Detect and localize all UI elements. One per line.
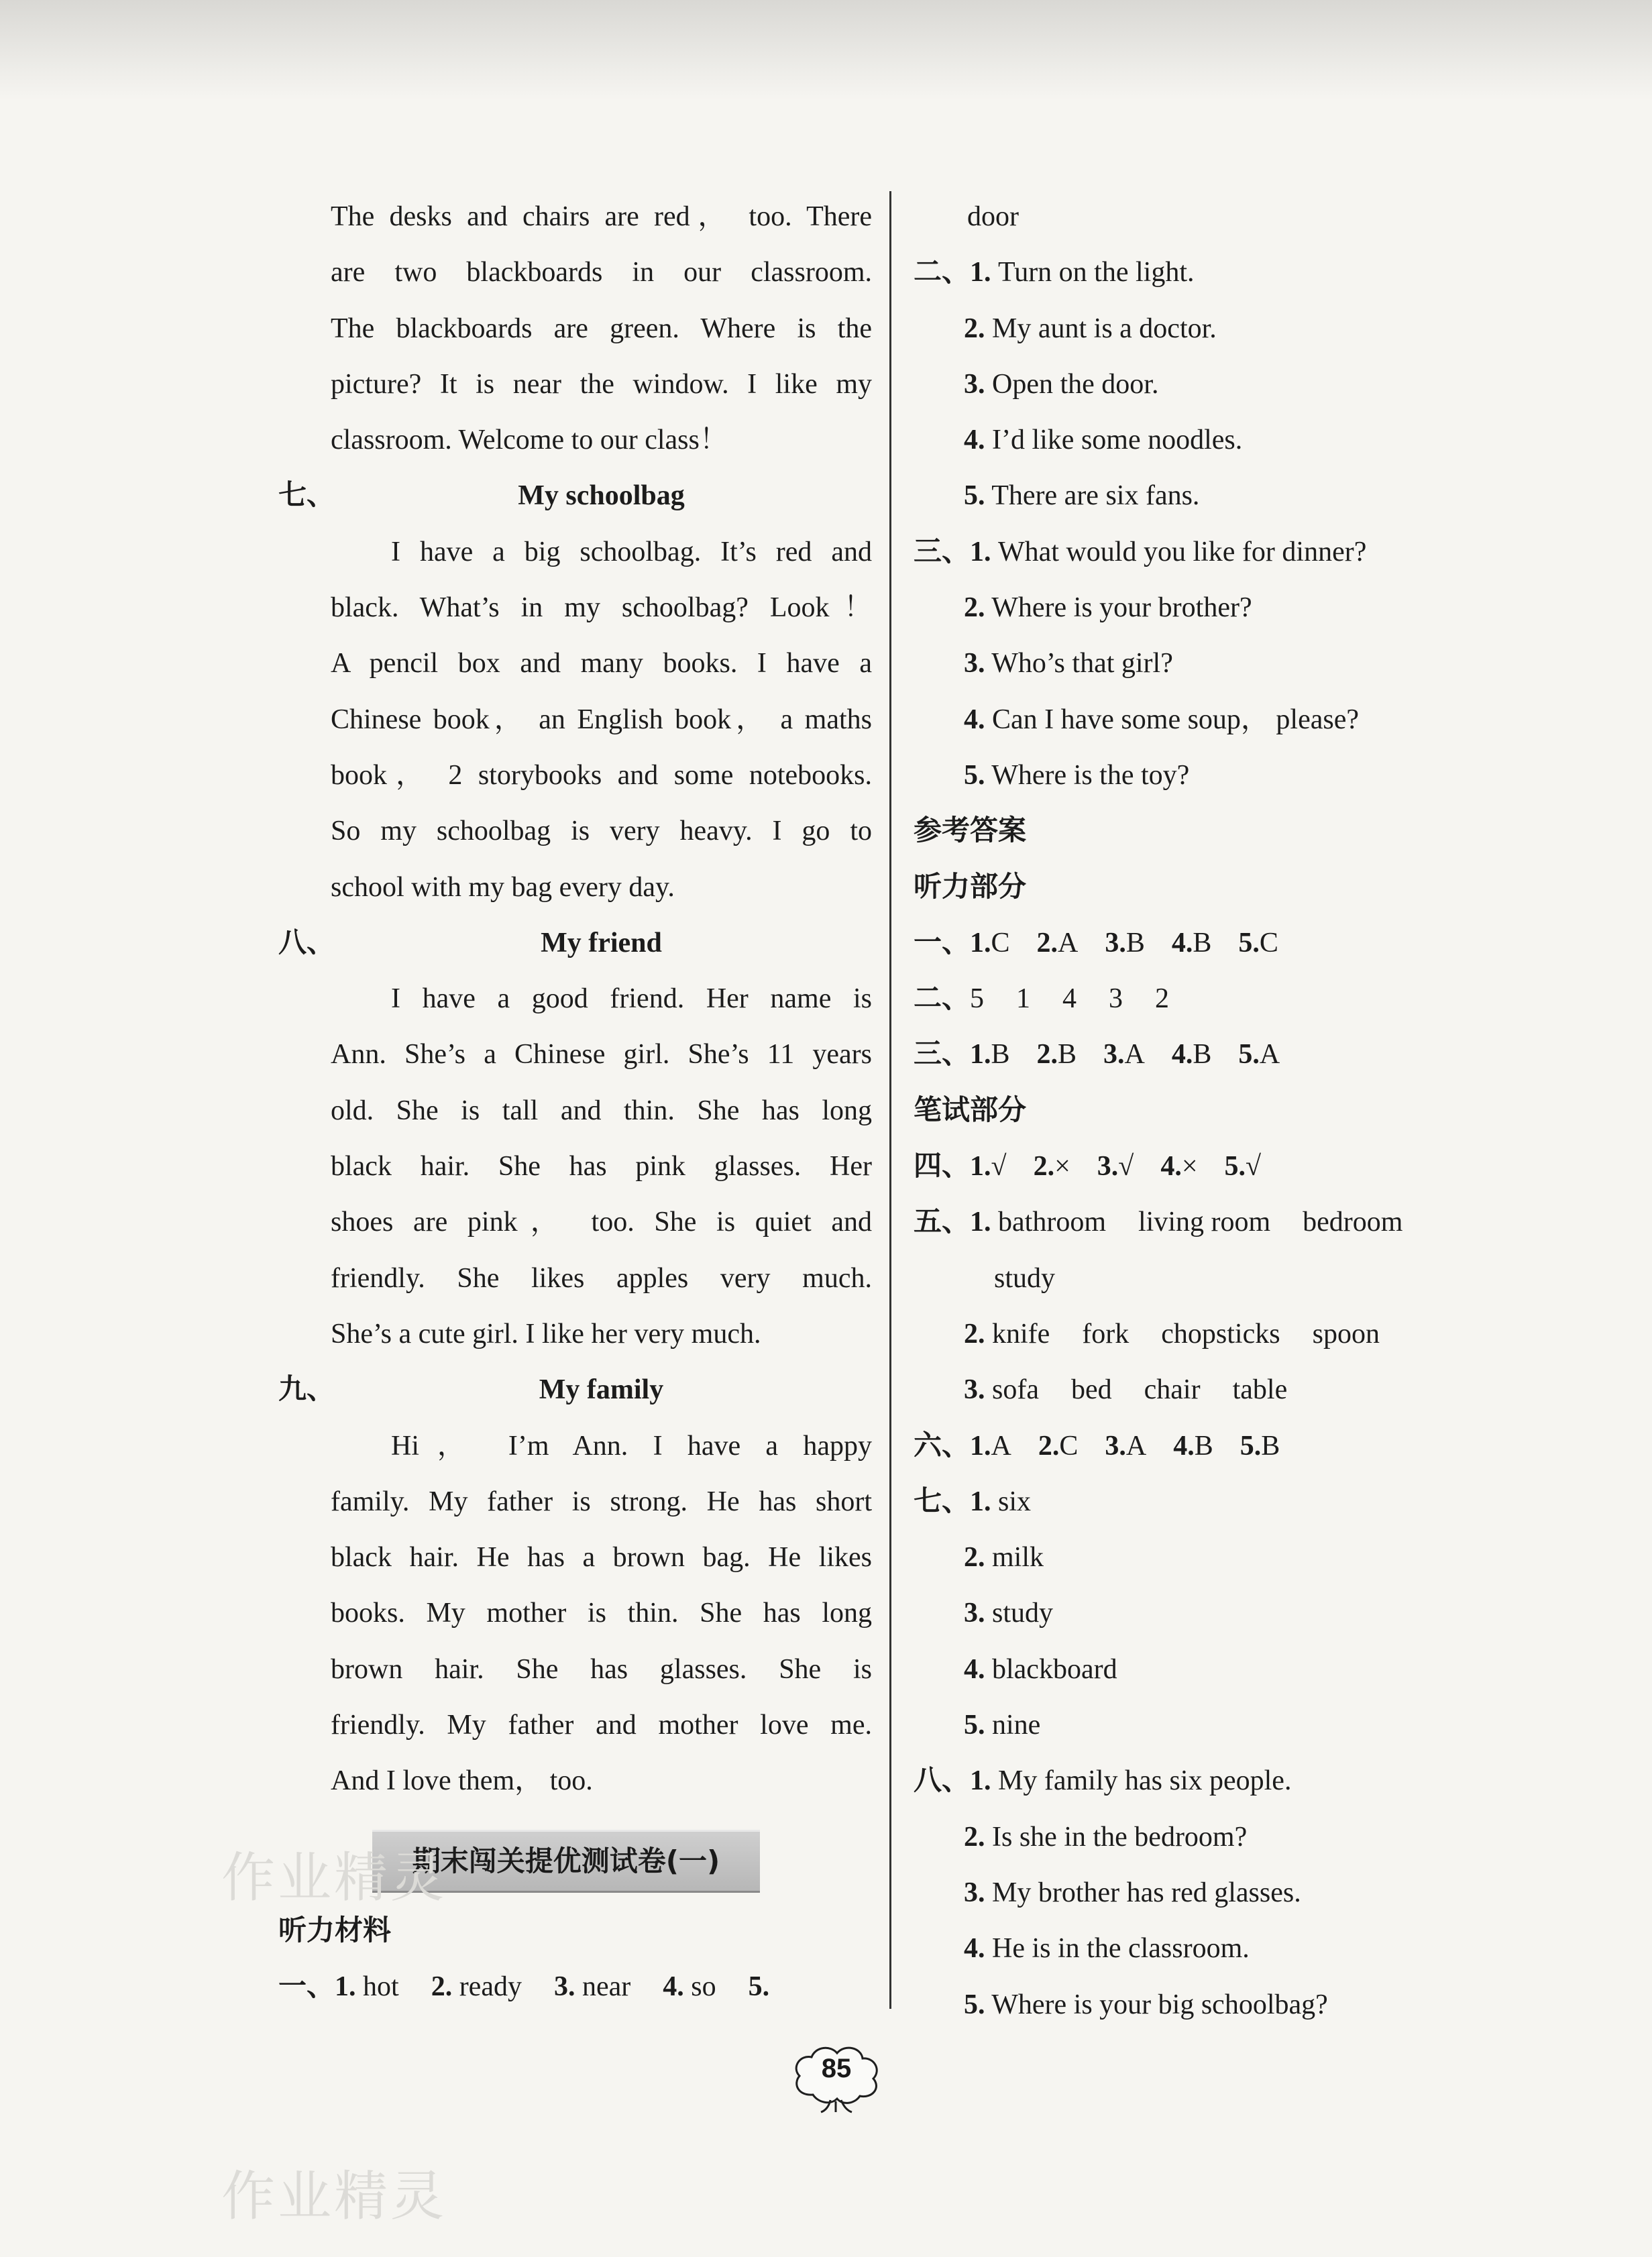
item-text: bed — [1070, 1374, 1112, 1406]
item-number: 1. — [970, 1430, 991, 1462]
item-text: 3 — [1109, 983, 1123, 1015]
item-text: B — [1058, 1039, 1077, 1070]
answer-row-4 — [914, 1139, 1504, 1195]
text-line: Ann. She’s a Chinese girl. She’s 11 years — [331, 1039, 872, 1070]
item-text: Turn on the light. — [998, 257, 1195, 288]
text-line: The desks and chairs are red， too. There — [331, 201, 872, 232]
item-text: fork — [1082, 1318, 1130, 1350]
item-text: bedroom — [1303, 1207, 1403, 1238]
text-line: school with my bag every day. — [331, 871, 675, 903]
right-column — [914, 189, 1504, 2033]
column-divider — [889, 191, 891, 2009]
item-number: 3. — [964, 1877, 985, 1908]
text-line: book， 2 storybooks and some notebooks. — [331, 759, 872, 791]
item-number: 2. — [431, 1971, 453, 2002]
section-7 — [278, 468, 872, 915]
item-number: 3. — [964, 368, 985, 400]
section-heading — [278, 468, 872, 524]
text-line: So my schoolbag is very heavy. I go to — [331, 816, 872, 847]
page-number: 85 — [821, 2054, 852, 2083]
item-text: C — [991, 927, 1010, 958]
item-text: My family has six people. — [998, 1765, 1292, 1797]
scan-shadow — [0, 0, 1652, 101]
item-number: 1. — [335, 1971, 356, 2002]
item-number: 1. — [970, 257, 991, 288]
item-text: chopsticks — [1161, 1318, 1280, 1350]
item-text: My aunt is a doctor. — [992, 313, 1217, 344]
answer-row-2 — [914, 971, 1504, 1027]
text-line: classroom. Welcome to our class！ — [331, 425, 728, 456]
question-prefix: 一、 — [278, 1971, 335, 2002]
question-prefix: 五、 — [914, 1207, 971, 1238]
item-number: 2. — [964, 1821, 985, 1853]
item-number: 5. — [964, 1989, 985, 2020]
question-prefix: 三、 — [914, 536, 971, 567]
question-prefix: 七、 — [914, 1486, 971, 1517]
item-number: 4. — [663, 1971, 684, 2002]
item-number: 4. — [1173, 1430, 1195, 1462]
answer-list-8 — [914, 1753, 1504, 2032]
item-text: knife — [992, 1318, 1050, 1350]
item-text: Where is your brother? — [991, 592, 1252, 624]
item-text: bathroom — [998, 1207, 1106, 1238]
item-text: sofa — [992, 1374, 1039, 1406]
text-line: are two blackboards in our classroom. — [331, 257, 872, 288]
item-text: B — [1193, 1039, 1212, 1070]
item-number: 5. — [964, 480, 985, 512]
text-line: black hair. He has a brown bag. He likes — [331, 1542, 872, 1574]
item-text: blackboard — [992, 1653, 1117, 1685]
section-title: My schoolbag — [518, 480, 685, 512]
listening-material-heading: 听力材料 — [278, 1915, 392, 1946]
text-line: Chinese book， an English book， a maths — [331, 704, 872, 735]
answer-row-1 — [914, 916, 1504, 971]
answer-row-5-1 — [914, 1195, 1504, 1250]
item-number: 5. — [964, 1710, 985, 1741]
item-number: 2. — [964, 313, 985, 344]
text-line: Hi， I’m Ann. I have a happy — [391, 1430, 872, 1462]
check-mark: √ — [991, 1151, 1007, 1182]
item-text: table — [1232, 1374, 1288, 1406]
item-text: Open the door. — [992, 368, 1159, 400]
section-title: My friend — [541, 927, 662, 958]
item-number: 1. — [970, 1039, 991, 1070]
item-number: 1. — [970, 1151, 991, 1182]
continued-word: door — [967, 201, 1019, 232]
watermark-bottom: 作业精灵 — [221, 2165, 447, 2227]
item-text: What would you like for dinner? — [998, 536, 1367, 567]
cross-mark: × — [1181, 1151, 1198, 1182]
item-number: 2. — [964, 1318, 985, 1350]
item-number: 5. — [748, 1971, 770, 2002]
item-text: milk — [992, 1542, 1044, 1574]
item-number: 3. — [964, 648, 985, 679]
item-number: 3. — [553, 1971, 575, 2002]
listening-question-1 — [278, 1959, 872, 2015]
item-number: 2. — [964, 592, 985, 624]
section-title: My family — [539, 1374, 664, 1406]
item-number: 2. — [1038, 1430, 1060, 1462]
text-line: She’s a cute girl. I like her very much. — [331, 1318, 761, 1350]
question-prefix: 三、 — [914, 1039, 971, 1070]
item-text: ready — [459, 1971, 522, 2002]
item-number: 3. — [1105, 1430, 1126, 1462]
listening-part-heading: 听力部分 — [914, 871, 1027, 903]
item-text: Where is the toy? — [991, 759, 1190, 791]
section-3-list — [914, 525, 1504, 804]
text-line: old. She is tall and thin. She has long — [331, 1095, 872, 1126]
item-text: spoon — [1312, 1318, 1380, 1350]
item-number: 2. — [1033, 1151, 1055, 1182]
item-text: living room — [1138, 1207, 1271, 1238]
text-line: brown hair. She has glasses. She is — [331, 1653, 872, 1685]
section-8 — [278, 916, 872, 1362]
written-part-heading: 笔试部分 — [914, 1095, 1027, 1126]
text-line: black. What’s in my schoolbag? Look！ — [331, 592, 872, 624]
item-number: 3. — [1097, 1151, 1119, 1182]
item-number: 4. — [1171, 1039, 1193, 1070]
answer-row-6 — [914, 1419, 1504, 1474]
item-text: B — [1125, 927, 1145, 958]
text-line: friendly. My father and mother love me. — [331, 1710, 872, 1741]
item-number: 5. — [964, 759, 985, 791]
answer-row-5-2 — [914, 1307, 1504, 1362]
check-mark: √ — [1246, 1151, 1262, 1182]
item-text: 5 — [970, 983, 985, 1015]
question-prefix: 四、 — [914, 1151, 971, 1182]
answer-list-7 — [914, 1474, 1504, 1753]
item-number: 4. — [964, 704, 985, 735]
item-number: 2. — [1036, 1039, 1058, 1070]
item-text: hot — [363, 1971, 399, 2002]
section-number: 七、 — [278, 480, 335, 512]
text-line: books. My mother is thin. She has long — [331, 1598, 872, 1629]
item-number: 1. — [970, 1207, 991, 1238]
text-line: black hair. She has pink glasses. Her — [331, 1151, 872, 1182]
question-prefix: 八、 — [914, 1765, 971, 1797]
item-number: 4. — [964, 1933, 985, 1965]
item-number: 1. — [970, 927, 991, 958]
item-number: 1. — [970, 1765, 991, 1797]
item-text: A — [1058, 927, 1079, 958]
section-9 — [278, 1362, 872, 1809]
item-number: 5. — [1238, 1039, 1260, 1070]
item-number: 5. — [1224, 1151, 1246, 1182]
text-line: The blackboards are green. Where is the — [331, 313, 872, 344]
text-line: friendly. She likes apples very much. — [331, 1262, 872, 1294]
item-text: nine — [992, 1710, 1041, 1741]
answer-row-5-1-cont: study — [994, 1262, 1056, 1294]
item-number: 4. — [964, 425, 985, 456]
cross-mark: × — [1054, 1151, 1070, 1182]
question-prefix: 六、 — [914, 1430, 971, 1462]
answer-row-3 — [914, 1027, 1504, 1083]
item-text: B — [1194, 1430, 1213, 1462]
item-number: 5. — [1240, 1430, 1262, 1462]
item-text: My brother has red glasses. — [992, 1877, 1301, 1908]
item-text: B — [1261, 1430, 1280, 1462]
section-number: 八、 — [278, 927, 335, 958]
text-line: picture? It is near the window. I like my — [331, 368, 872, 400]
text-line: I have a big schoolbag. It’s red and — [391, 536, 872, 567]
text-line: And I love them， too. — [331, 1765, 593, 1797]
item-text: near — [582, 1971, 631, 2002]
item-text: 2 — [1155, 983, 1170, 1015]
item-text: Can I have some soup， please? — [992, 704, 1360, 735]
text-line: A pencil box and many books. I have a — [331, 648, 872, 679]
item-text: A — [1125, 1430, 1147, 1462]
section-heading — [278, 916, 872, 971]
item-number: 5. — [1238, 927, 1260, 958]
item-number: 3. — [964, 1598, 985, 1629]
item-number: 3. — [964, 1374, 985, 1406]
item-text: C — [1059, 1430, 1079, 1462]
paragraph-classroom — [278, 189, 872, 468]
item-number: 3. — [1105, 927, 1126, 958]
left-column — [278, 189, 872, 2015]
check-mark: √ — [1118, 1151, 1134, 1182]
item-text: A — [1124, 1039, 1145, 1070]
item-text: B — [991, 1039, 1010, 1070]
question-prefix: 二、 — [914, 257, 971, 288]
reference-answers-heading: 参考答案 — [914, 816, 1027, 847]
section-heading — [278, 1362, 872, 1418]
item-text: A — [1259, 1039, 1280, 1070]
answer-row-5-3 — [914, 1362, 1504, 1418]
item-text: 1 — [1016, 983, 1031, 1015]
item-number: 2. — [1036, 927, 1058, 958]
item-text: There are six fans. — [991, 480, 1200, 512]
text-line: family. My father is strong. He has short — [331, 1486, 872, 1517]
item-text: 4 — [1062, 983, 1077, 1015]
item-number: 4. — [1171, 927, 1193, 958]
item-number: 4. — [964, 1653, 985, 1685]
item-text: chair — [1144, 1374, 1201, 1406]
item-text: He is in the classroom. — [992, 1933, 1250, 1965]
item-text: A — [991, 1430, 1011, 1462]
text-line: I have a good friend. Her name is — [391, 983, 872, 1015]
question-prefix: 二、 — [914, 983, 971, 1015]
item-text: six — [998, 1486, 1032, 1517]
item-number: 1. — [970, 536, 991, 567]
watermark-top: 作业精灵 — [221, 1847, 447, 1909]
item-number: 4. — [1160, 1151, 1182, 1182]
item-text: Where is your big schoolbag? — [991, 1989, 1328, 2020]
item-number: 2. — [964, 1542, 985, 1574]
item-text: study — [992, 1598, 1054, 1629]
section-number: 九、 — [278, 1374, 335, 1406]
item-number: 3. — [1103, 1039, 1125, 1070]
question-prefix: 一、 — [914, 927, 971, 958]
item-text: C — [1259, 927, 1278, 958]
test-banner: 期末闯关提优测试卷(一) — [372, 1830, 760, 1893]
section-2-list — [914, 245, 1504, 524]
item-number: 1. — [970, 1486, 991, 1517]
item-text: Who’s that girl? — [991, 648, 1173, 679]
item-text: I’d like some noodles. — [992, 425, 1243, 456]
text-line: shoes are pink， too. She is quiet and — [331, 1207, 872, 1238]
item-text: Is she in the bedroom? — [992, 1821, 1248, 1853]
item-text: B — [1193, 927, 1212, 958]
item-text: so — [691, 1971, 716, 2002]
